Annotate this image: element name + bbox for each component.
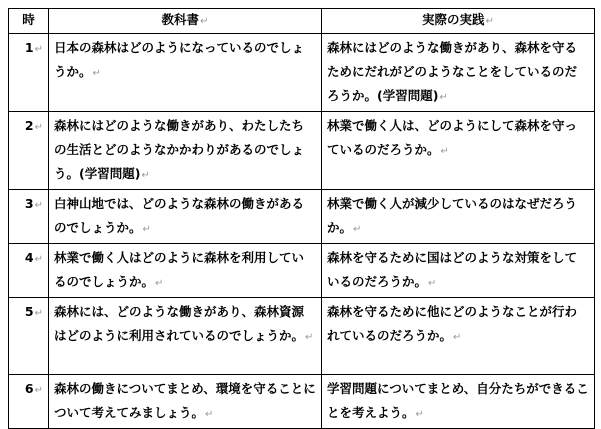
practice-cell (322, 298, 595, 375)
return-mark: ↵ (34, 44, 43, 55)
period-number: 3 (24, 196, 34, 211)
practice-text: 学習問題についてまとめ、自分たちができることを考えよう。 (327, 381, 589, 420)
practice-text: 森林を守るために国はどのような対策をしているのだろうか。 (327, 250, 578, 289)
period-cell (9, 375, 49, 429)
practice-cell (322, 375, 595, 429)
period-cell (9, 190, 49, 244)
lesson-plan-table (8, 8, 595, 429)
table-row (9, 298, 595, 375)
header-row (9, 9, 595, 34)
return-mark: ↵ (453, 332, 462, 343)
return-mark: ↵ (92, 68, 101, 79)
table-row (9, 375, 595, 429)
practice-cell (322, 34, 595, 112)
practice-cell (322, 190, 595, 244)
return-mark: ↵ (142, 224, 151, 235)
textbook-text: 白神山地では、どのような森林の働きがあるのでしょうか。 (54, 196, 305, 235)
practice-text: 林業で働く人が減少しているのはなぜだろうか。 (327, 196, 578, 235)
period-cell (9, 244, 49, 298)
period-number: 4 (24, 250, 34, 265)
return-mark: ↵ (155, 278, 164, 289)
textbook-cell (49, 375, 322, 429)
table-row (9, 112, 595, 190)
header-practice-label: 実際の実践 (422, 12, 485, 27)
textbook-cell (49, 244, 322, 298)
period-cell (9, 298, 49, 375)
practice-cell (322, 112, 595, 190)
return-mark: ↵ (440, 146, 449, 157)
return-mark: ↵ (141, 170, 150, 181)
return-mark: ↵ (415, 409, 424, 420)
practice-cell (322, 244, 595, 298)
header-practice (322, 9, 595, 34)
textbook-text: 森林には、どのような働きがあり、森林資源はどのように利用されているのでしょうか。 (54, 304, 305, 343)
return-mark: ↵ (428, 278, 437, 289)
header-textbook (49, 9, 322, 34)
textbook-cell (49, 34, 322, 112)
return-mark: ↵ (205, 409, 214, 420)
practice-text: 森林を守るために他にどのようなことが行われているのだろうか。 (327, 304, 578, 343)
table-row (9, 244, 595, 298)
return-mark: ↵ (34, 122, 43, 133)
return-mark: ↵ (34, 308, 43, 319)
return-mark: ↵ (305, 332, 314, 343)
header-textbook-label: 教科書 (161, 12, 200, 27)
return-mark: ↵ (34, 200, 43, 211)
practice-text: 森林にはどのような働きがあり、森林を守るためにだれがどのようなことをしているのだろうか。(学習問題) (327, 40, 578, 103)
textbook-text: 森林の働きについてまとめ、環境を守ることについて考えてみましょう。 (54, 381, 316, 420)
return-mark: ↵ (200, 16, 209, 27)
return-mark: ↵ (485, 16, 494, 27)
table-row (9, 190, 595, 244)
period-cell (9, 112, 49, 190)
textbook-text: 日本の森林はどのようになっているのでしょうか。 (54, 40, 305, 79)
period-number: 1 (24, 40, 34, 55)
practice-text: 林業で働く人は、どのようにして森林を守っているのだろうか。 (327, 118, 578, 157)
return-mark: ↵ (439, 92, 448, 103)
header-period (9, 9, 49, 34)
period-number: 6 (24, 381, 34, 396)
textbook-cell (49, 112, 322, 190)
table-row (9, 34, 595, 112)
return-mark: ↵ (34, 254, 43, 265)
textbook-cell (49, 190, 322, 244)
textbook-text: 林業で働く人はどのように森林を利用しているのでしょうか。 (54, 250, 305, 289)
return-mark: ↵ (34, 385, 43, 396)
header-period-label: 時 (22, 12, 35, 27)
period-cell (9, 34, 49, 112)
textbook-text: 森林にはどのような働きがあり、わたしたちの生活とどのようなかかわりがあるのでしょう。(学習問題) (54, 118, 305, 181)
textbook-cell (49, 298, 322, 375)
period-number: 5 (24, 304, 34, 319)
period-number: 2 (24, 118, 34, 133)
return-mark: ↵ (353, 224, 362, 235)
